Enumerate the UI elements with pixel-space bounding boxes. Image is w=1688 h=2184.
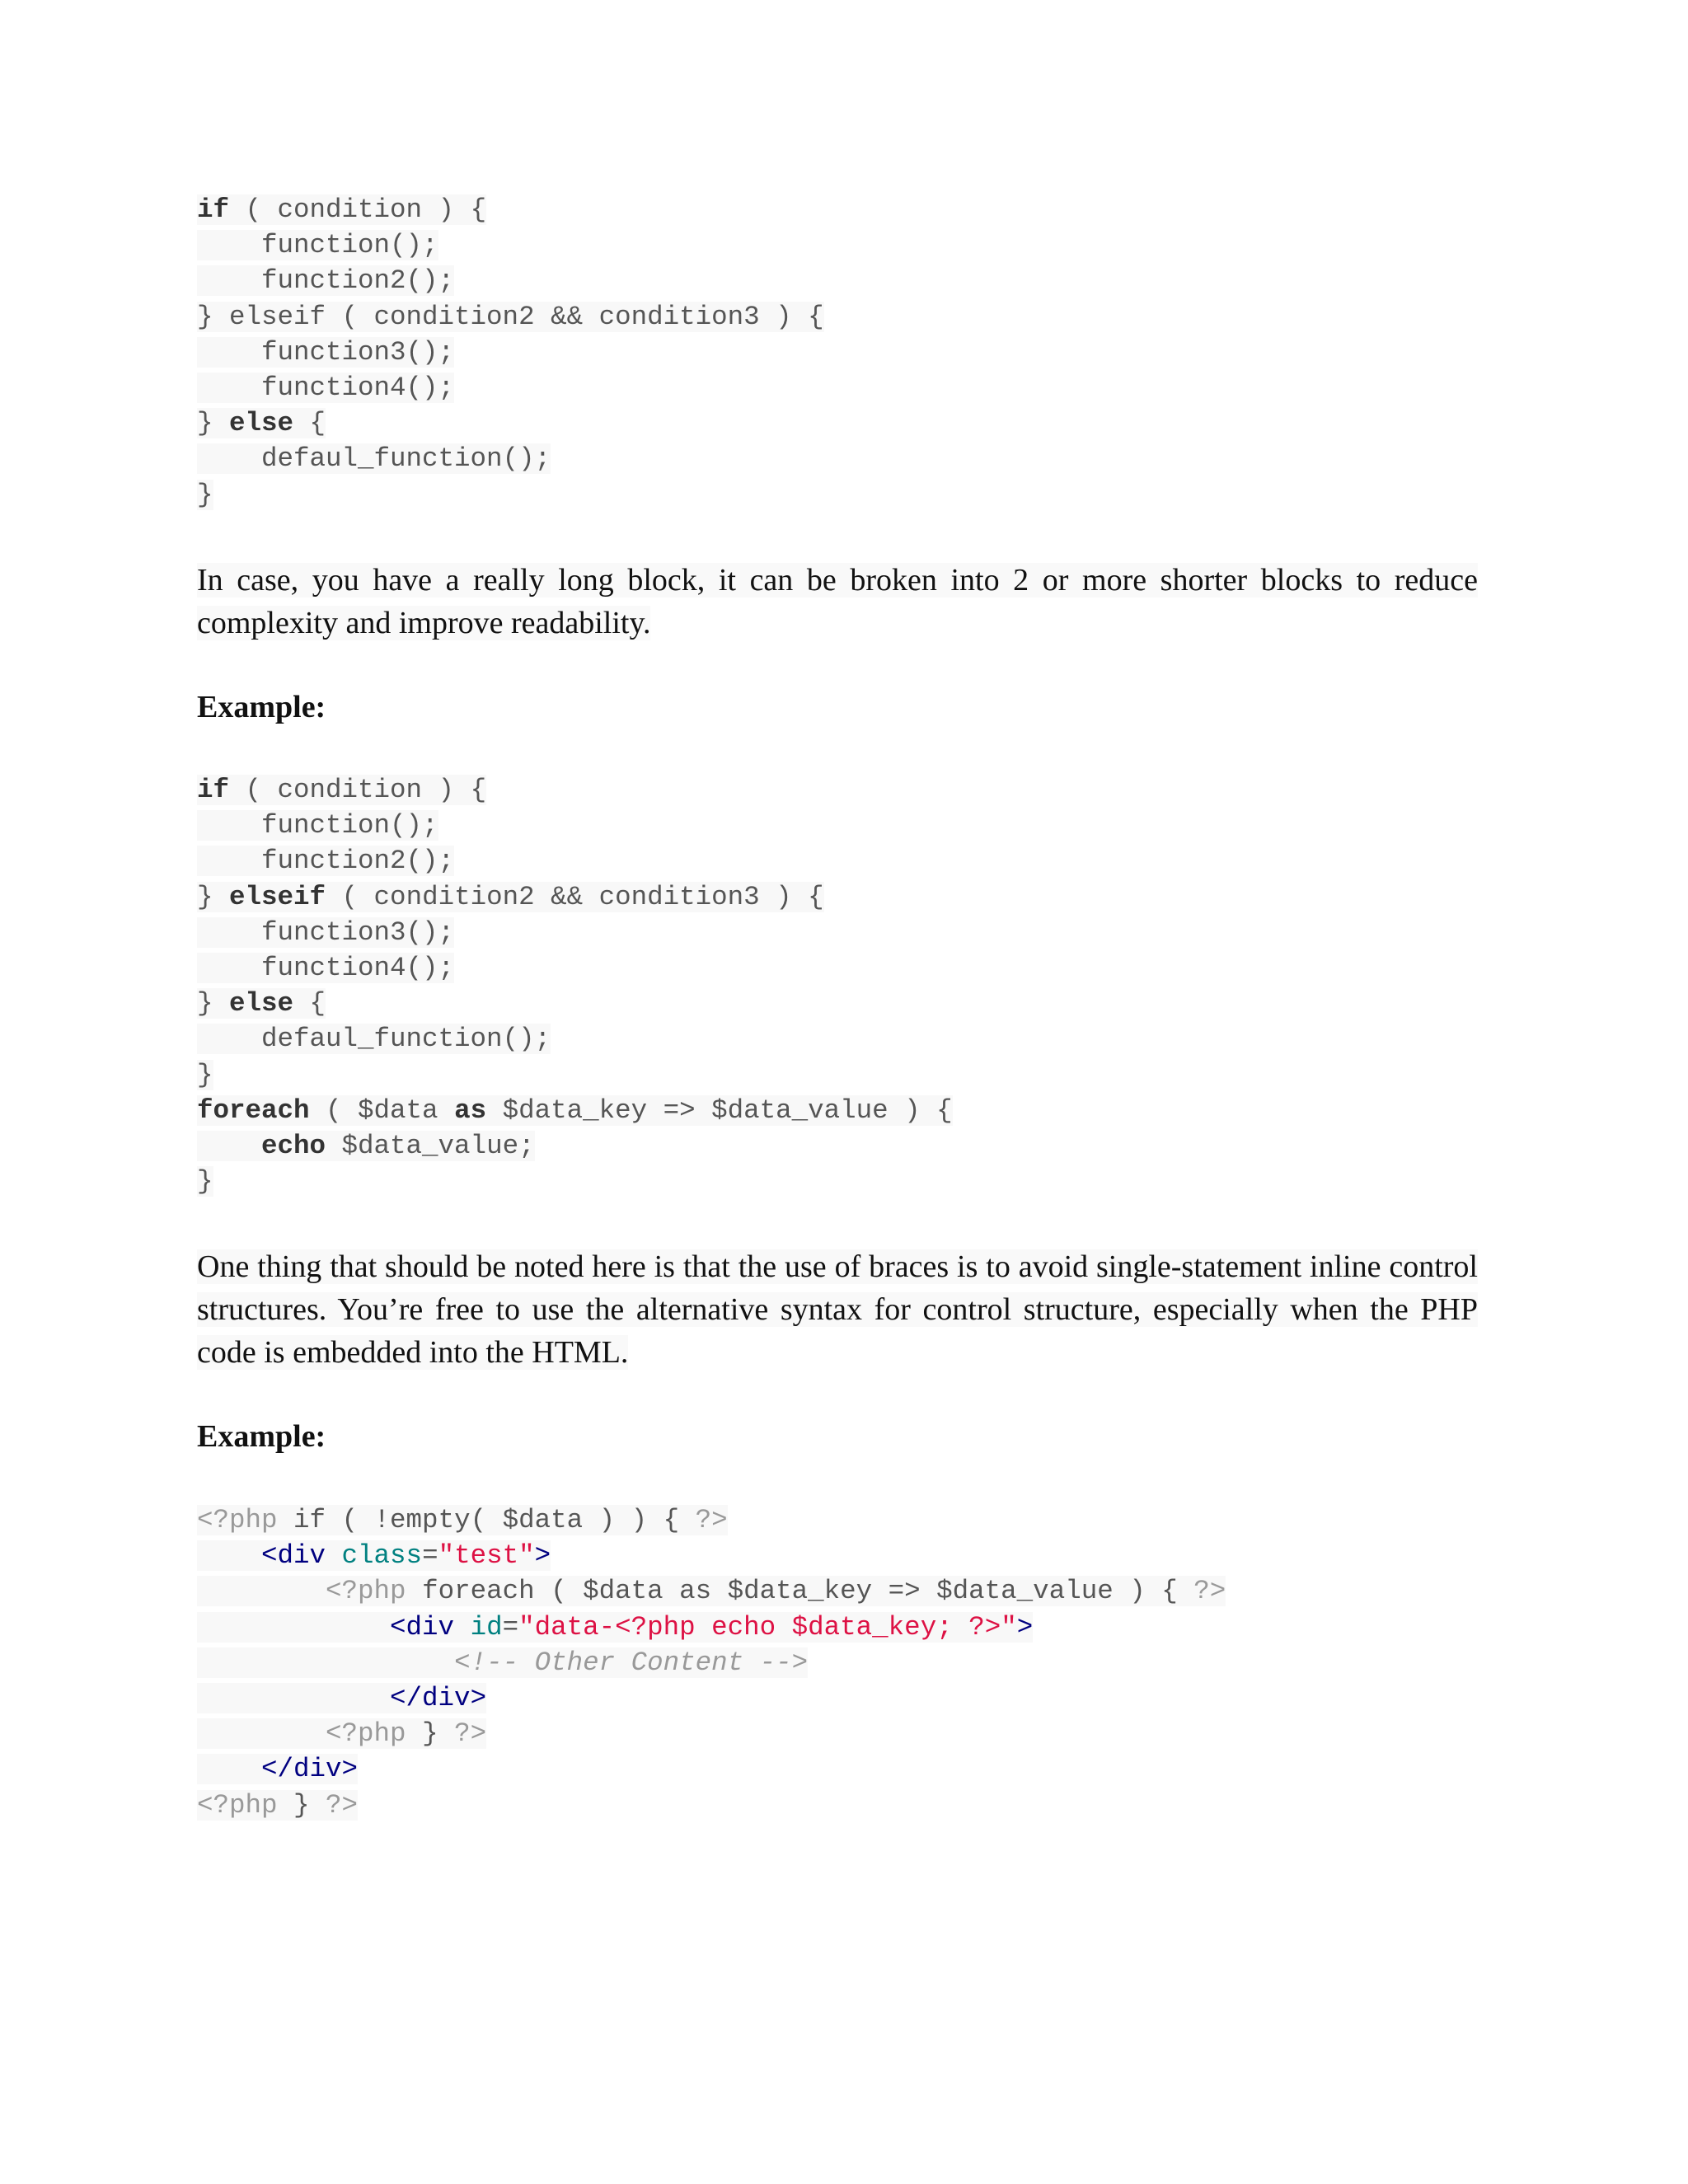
code-token: } [197, 408, 230, 439]
code-token: = [422, 1540, 438, 1572]
code-token: <?php [197, 1789, 278, 1821]
code-token: ( condition ) { [229, 194, 487, 225]
code-token: function4(); [261, 372, 455, 403]
code-line [197, 370, 824, 405]
code-token [197, 443, 261, 474]
code-token: </div> [261, 1754, 359, 1785]
code-line [197, 1164, 953, 1199]
code-line [197, 1610, 1226, 1645]
code-line [197, 808, 953, 843]
code-token: foreach ( $data as $data_key => $data_value ) { [406, 1576, 1194, 1607]
code-token [197, 337, 261, 368]
code-line [197, 335, 824, 370]
code-token [197, 1576, 326, 1606]
code-token [197, 1754, 261, 1784]
code-token: = [502, 1611, 519, 1643]
code-token: elseif [229, 881, 326, 912]
code-line [197, 263, 824, 298]
code-token: else [229, 408, 294, 439]
paragraph-text: In case, you have a really long block, it can be broken into 2 or more shorter blocks to reduce complexity and improve readability. [197, 563, 1478, 640]
code-line [197, 477, 824, 513]
code-token: if ( !empty( $data ) ) { [277, 1505, 696, 1535]
code-line [197, 986, 953, 1021]
code-token: } [197, 1166, 213, 1197]
code-token: ?> [1193, 1576, 1226, 1607]
code-token: defaul_function(); [261, 1024, 551, 1055]
code-line [197, 441, 824, 476]
code-line [197, 1680, 1226, 1716]
code-token [197, 917, 261, 948]
code-token: echo [261, 1130, 326, 1161]
code-token: function3(); [261, 916, 455, 948]
code-block-php-html [197, 1502, 1226, 1823]
code-line [197, 1538, 1226, 1573]
code-token: ( $data [309, 1094, 455, 1126]
code-token: } [197, 1059, 213, 1090]
code-line [197, 1128, 953, 1164]
code-line [197, 1573, 1226, 1609]
code-token: <?php [326, 1718, 406, 1750]
code-block-example-foreach [197, 772, 953, 1199]
code-token [197, 1612, 390, 1643]
code-line [197, 1751, 1226, 1787]
code-line [197, 950, 953, 986]
code-token: function4(); [261, 952, 455, 983]
code-line [197, 1645, 1226, 1680]
code-token: class [341, 1540, 423, 1572]
code-token: <div [261, 1540, 342, 1572]
code-token [197, 230, 261, 260]
code-token: } [406, 1718, 455, 1750]
code-token: foreach [197, 1094, 310, 1126]
paragraph-long-block [197, 559, 1478, 644]
code-token [197, 846, 261, 876]
code-token [197, 373, 261, 403]
code-line [197, 405, 824, 441]
code-line [197, 1788, 1226, 1823]
code-token: } elseif ( condition2 && condition3 ) { [197, 301, 824, 332]
code-token [197, 1718, 326, 1749]
code-token: function2(); [261, 846, 455, 877]
code-token: <div [390, 1611, 471, 1643]
code-token [197, 1024, 261, 1054]
code-token: ( condition2 && condition3 ) { [326, 881, 824, 912]
code-token: id [470, 1611, 503, 1643]
code-line [197, 879, 953, 915]
paragraph-text: One thing that should be noted here is that the use of braces is to avoid single-statement inline control structures. You’re free to use the alternative syntax for control structure, especially when the PHP code is embedded into the HTML. [197, 1249, 1478, 1370]
paragraph-braces-note [197, 1245, 1478, 1374]
code-token: if [197, 194, 230, 225]
code-token: $data_key => $data_value ) { [486, 1094, 953, 1126]
code-token: } [277, 1789, 326, 1821]
code-token [197, 265, 261, 296]
code-line [197, 843, 953, 879]
code-line [197, 1502, 1226, 1538]
code-token: "test" [438, 1540, 535, 1572]
code-token: } [197, 988, 230, 1019]
code-token [197, 953, 261, 983]
code-token: <?php [326, 1576, 406, 1607]
code-token: else [229, 988, 294, 1019]
code-token: <?php [197, 1505, 278, 1535]
code-token: if [197, 775, 230, 805]
code-token: ?> [454, 1718, 487, 1750]
code-token: ?> [326, 1789, 359, 1821]
example-heading: Example: [197, 1419, 326, 1454]
code-line [197, 1093, 953, 1128]
code-line [197, 1716, 1226, 1751]
code-token: "data-<?php echo $data_key; ?>" [518, 1611, 1017, 1643]
code-token: $data_value; [326, 1130, 535, 1161]
code-line [197, 915, 953, 950]
code-token: function(); [261, 810, 438, 841]
code-line [197, 227, 824, 263]
code-token: > [534, 1540, 551, 1572]
code-token: ?> [695, 1505, 728, 1535]
code-token [197, 1683, 390, 1713]
example-heading: Example: [197, 690, 326, 724]
code-line [197, 299, 824, 335]
code-line [197, 772, 953, 808]
code-token: defaul_function(); [261, 443, 551, 475]
code-token: as [454, 1094, 487, 1126]
code-line [197, 1057, 953, 1093]
code-token: } [197, 881, 230, 912]
code-token: } [197, 479, 213, 510]
code-token: </div> [390, 1682, 487, 1713]
code-token [197, 810, 261, 841]
code-token [197, 1131, 261, 1161]
code-token: function3(); [261, 336, 455, 368]
code-token: <!-- Other Content --> [454, 1647, 809, 1678]
code-line [197, 1021, 953, 1057]
code-line [197, 192, 824, 227]
code-token: function2(); [261, 265, 455, 297]
code-token: ( condition ) { [229, 775, 487, 805]
code-token [197, 1647, 454, 1678]
code-token: { [293, 408, 326, 439]
code-token [197, 1540, 261, 1571]
code-token: { [293, 988, 326, 1019]
code-token: > [1016, 1611, 1034, 1643]
code-block-if-else [197, 192, 824, 513]
code-token: function(); [261, 230, 438, 261]
